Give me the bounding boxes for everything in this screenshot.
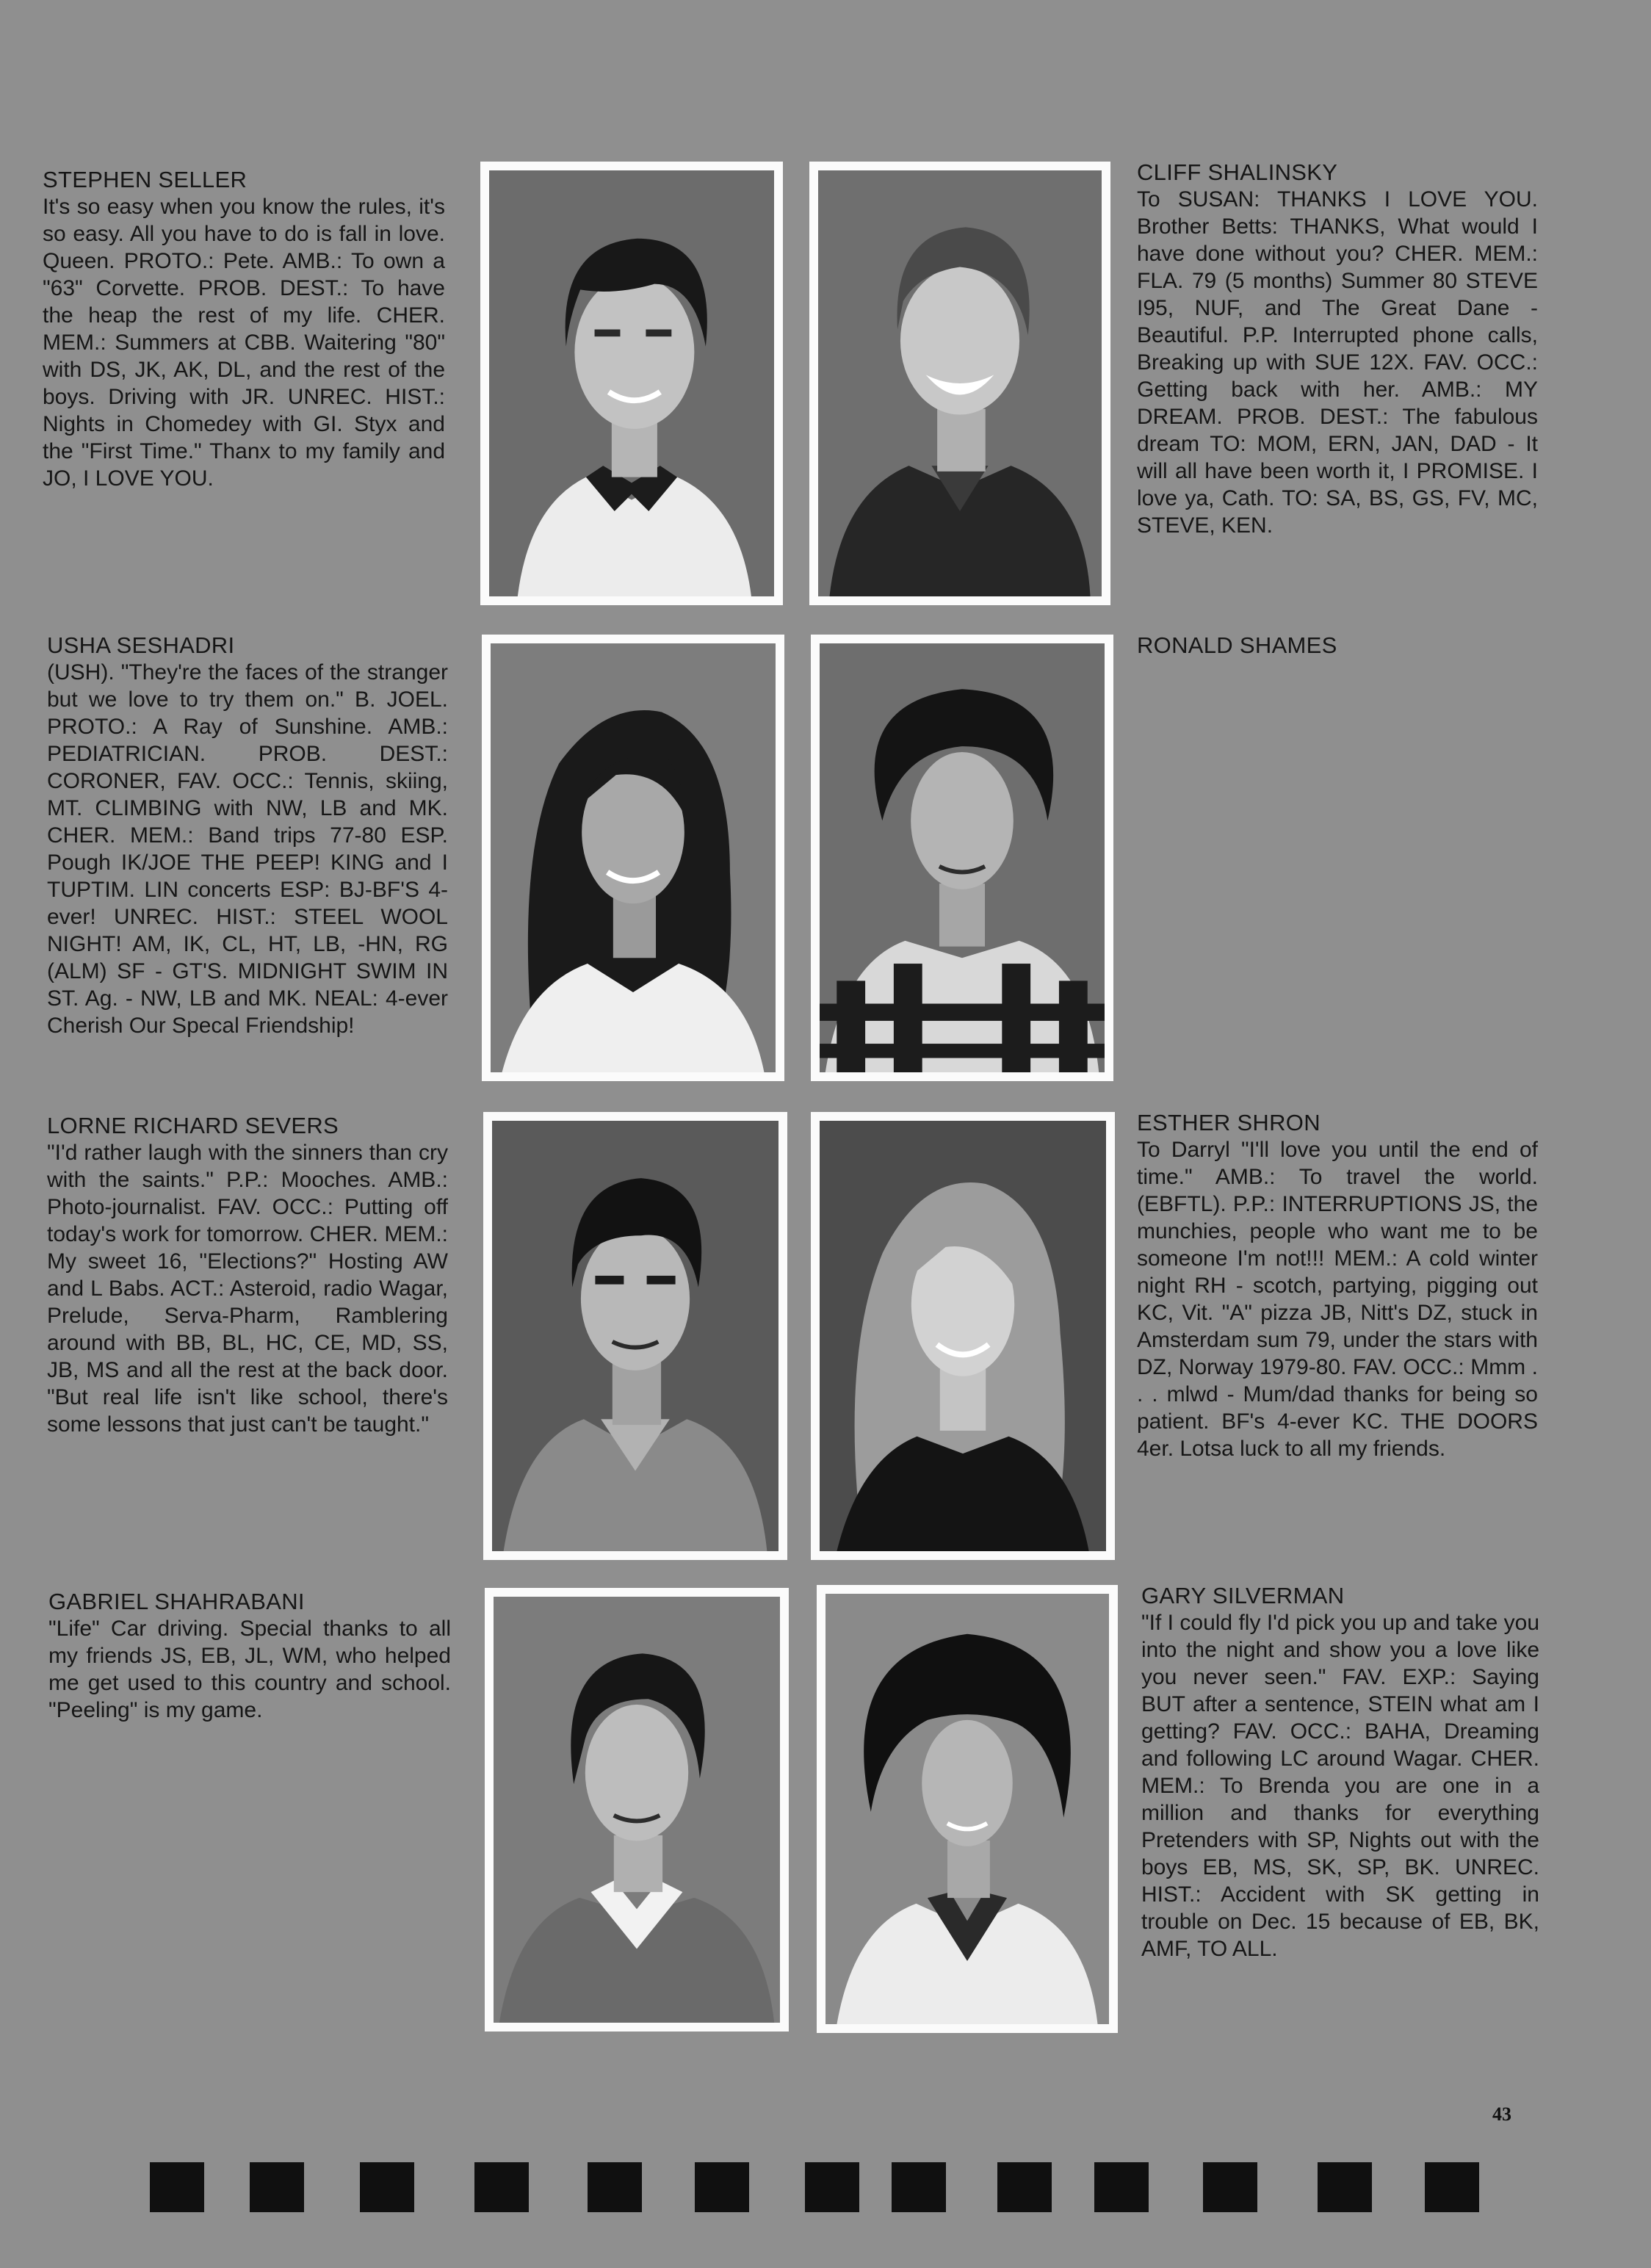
student-name: STEPHEN SELLER	[43, 167, 248, 192]
page-number: 43	[1492, 2103, 1511, 2125]
decorative-block	[1203, 2162, 1257, 2212]
portrait-image	[492, 1121, 778, 1551]
portrait-image	[820, 1121, 1106, 1551]
student-name: GARY SILVERMAN	[1141, 1583, 1345, 1608]
student-bio: "Life" Car driving. Special thanks to all my friends JS, EB, JL, WM, who helped me get used to this country and school. "Peeling" is my game.	[48, 1617, 451, 1722]
entry-ronald-shames-text	[1137, 632, 1538, 659]
decorative-block	[360, 2162, 414, 2212]
portrait-image	[491, 643, 776, 1072]
decorative-block	[892, 2162, 946, 2212]
portrait-image	[494, 1597, 780, 2023]
decorative-block	[250, 2162, 304, 2212]
entry-esther-shron-text	[1137, 1109, 1538, 1462]
student-bio: (USH). "They're the faces of the stranger but we love to try them on." B. JOEL. PROTO.: A Ray of Sunshine. AMB.: PEDIATRICIAN. PROB. DEST.: CORONER, FAV. OCC.: Tennis, skiing, MT. CLIMBING with NW, LB and MK. CHER. MEM.: Band trips 77-80 ESP. Pough IK/JOE THE PEEP! KING and I TUPTIM. LIN concerts ESP: BJ-BF'S 4-ever! UNREC. HIST.: STEEL WOOL NIGHT! AM, IK, CL, HT, LB, -HN, RG (ALM) SF - GT'S. MIDNIGHT SWIM IN ST. Ag. - NW, LB and MK. NEAL: 4-ever Cherish Our Specal Friendship!	[47, 660, 448, 1038]
student-bio: "I'd rather laugh with the sinners than cry with the saints." P.P.: Mooches. AMB.: Photo-journalist. FAV. OCC.: Putting off today's work for tomorrow. CHER. MEM.: My sweet 16, "Elections?" Hosting AW and L Babs. ACT.: Asteroid, radio Wagar, Prelude, Serva-Pharm, Ramblering around with BB, BL, HC, CE, MD, SS, JB, MS and all the rest at the back door. "But real life isn't like school, there's some lessons that just can't be taught."	[47, 1141, 448, 1437]
decorative-block	[997, 2162, 1052, 2212]
entry-cliff-shalinsky-text	[1137, 159, 1538, 539]
photo-cliff-shalinsky	[809, 162, 1110, 605]
entry-gary-silverman-text	[1141, 1582, 1539, 1962]
student-bio: It's so easy when you know the rules, it's so easy. All you have to do is fall in love. Queen. PROTO.: Pete. AMB.: To own a "63" Corvette. PROB. DEST.: To have the heap the rest of my life. CHER. MEM.: Summers at CBB. Waitering "80" with DS, JK, AK, DL, and the rest of the boys. Driving with JR. UNREC. HIST.: Nights in Chomedey with GI. Styx and the "First Time." Thanx to my family and JO, I LOVE YOU.	[43, 195, 445, 491]
photo-lorne-severs	[483, 1112, 787, 1560]
decorative-block	[150, 2162, 204, 2212]
photo-ronald-shames	[811, 635, 1113, 1081]
decorative-block	[1425, 2162, 1479, 2212]
decorative-block	[1094, 2162, 1149, 2212]
decorative-block	[805, 2162, 859, 2212]
portrait-image	[818, 170, 1102, 596]
photo-gary-silverman	[817, 1585, 1118, 2033]
student-bio: To Darryl "I'll love you until the end of time." AMB.: To travel the world. (EBFTL). P.P.: INTERRUPTIONS JS, the munchies, people who want me to be someone I'm not!!! MEM.: A cold winter night RH - scotch, partying, pigging out KC, Vit. "A" pizza JB, Nitt's DZ, stuck in Amsterdam sum 79, under the stars with DZ, Norway 1979-80. FAV. OCC.: Mmm . . . mlwd - Mum/dad thanks for being so patient. BF's 4-ever KC. THE DOORS 4er. Lotsa luck to all my friends.	[1137, 1138, 1538, 1461]
student-bio: To SUSAN: THANKS I LOVE YOU. Brother Betts: THANKS, What would I have done without you? CHER. MEM.: FLA. 79 (5 months) Summer 80 STEVE I95, NUF, and The Great Dane - Beautiful. P.P. Interrupted phone calls, Breaking up with SUE 12X. FAV. OCC.: Getting back with her. AMB.: MY DREAM. PROB. DEST.: The fabulous dream TO: MOM, ERN, JAN, DAD - It will all have been worth it, I PROMISE. I love ya, Cath. TO: SA, BS, GS, FV, MC, STEVE, KEN.	[1137, 187, 1538, 538]
photo-esther-shron	[811, 1112, 1115, 1560]
student-name: LORNE RICHARD SEVERS	[47, 1113, 339, 1138]
photo-gabriel-shahrabani	[485, 1588, 789, 2032]
portrait-image	[826, 1594, 1109, 2024]
entry-gabriel-shahrabani-text	[48, 1588, 451, 1724]
decorative-block	[1318, 2162, 1372, 2212]
entry-usha-seshadri-text	[47, 632, 448, 1039]
entry-lorne-severs-text	[47, 1112, 448, 1438]
student-name: CLIFF SHALINSKY	[1137, 159, 1338, 185]
student-name: GABRIEL SHAHRABANI	[48, 1589, 305, 1614]
student-name: ESTHER SHRON	[1137, 1110, 1321, 1135]
decorative-block	[695, 2162, 749, 2212]
photo-stephen-seller	[480, 162, 783, 605]
student-name: USHA SESHADRI	[47, 632, 235, 658]
photo-usha-seshadri	[482, 635, 784, 1081]
student-bio: "If I could fly I'd pick you up and take you into the night and show you a love like you never seen." FAV. EXP.: Saying BUT after a sentence, STEIN what am I getting? FAV. OCC.: BAHA, Dreaming and following LC around Wagar. CHER. MEM.: To Brenda you are one in a million and thanks for everything Pretenders with SP, Nights out with the boys EB, MS, SK, SP, BK. UNREC. HIST.: Accident with SK getting in trouble on Dec. 15 because of EB, BK, AMF, TO ALL.	[1141, 1611, 1539, 1961]
student-name: RONALD SHAMES	[1137, 632, 1337, 658]
portrait-image	[489, 170, 774, 596]
decorative-block	[474, 2162, 529, 2212]
portrait-image	[820, 643, 1105, 1072]
decorative-block	[588, 2162, 642, 2212]
entry-stephen-seller-text	[43, 166, 445, 492]
